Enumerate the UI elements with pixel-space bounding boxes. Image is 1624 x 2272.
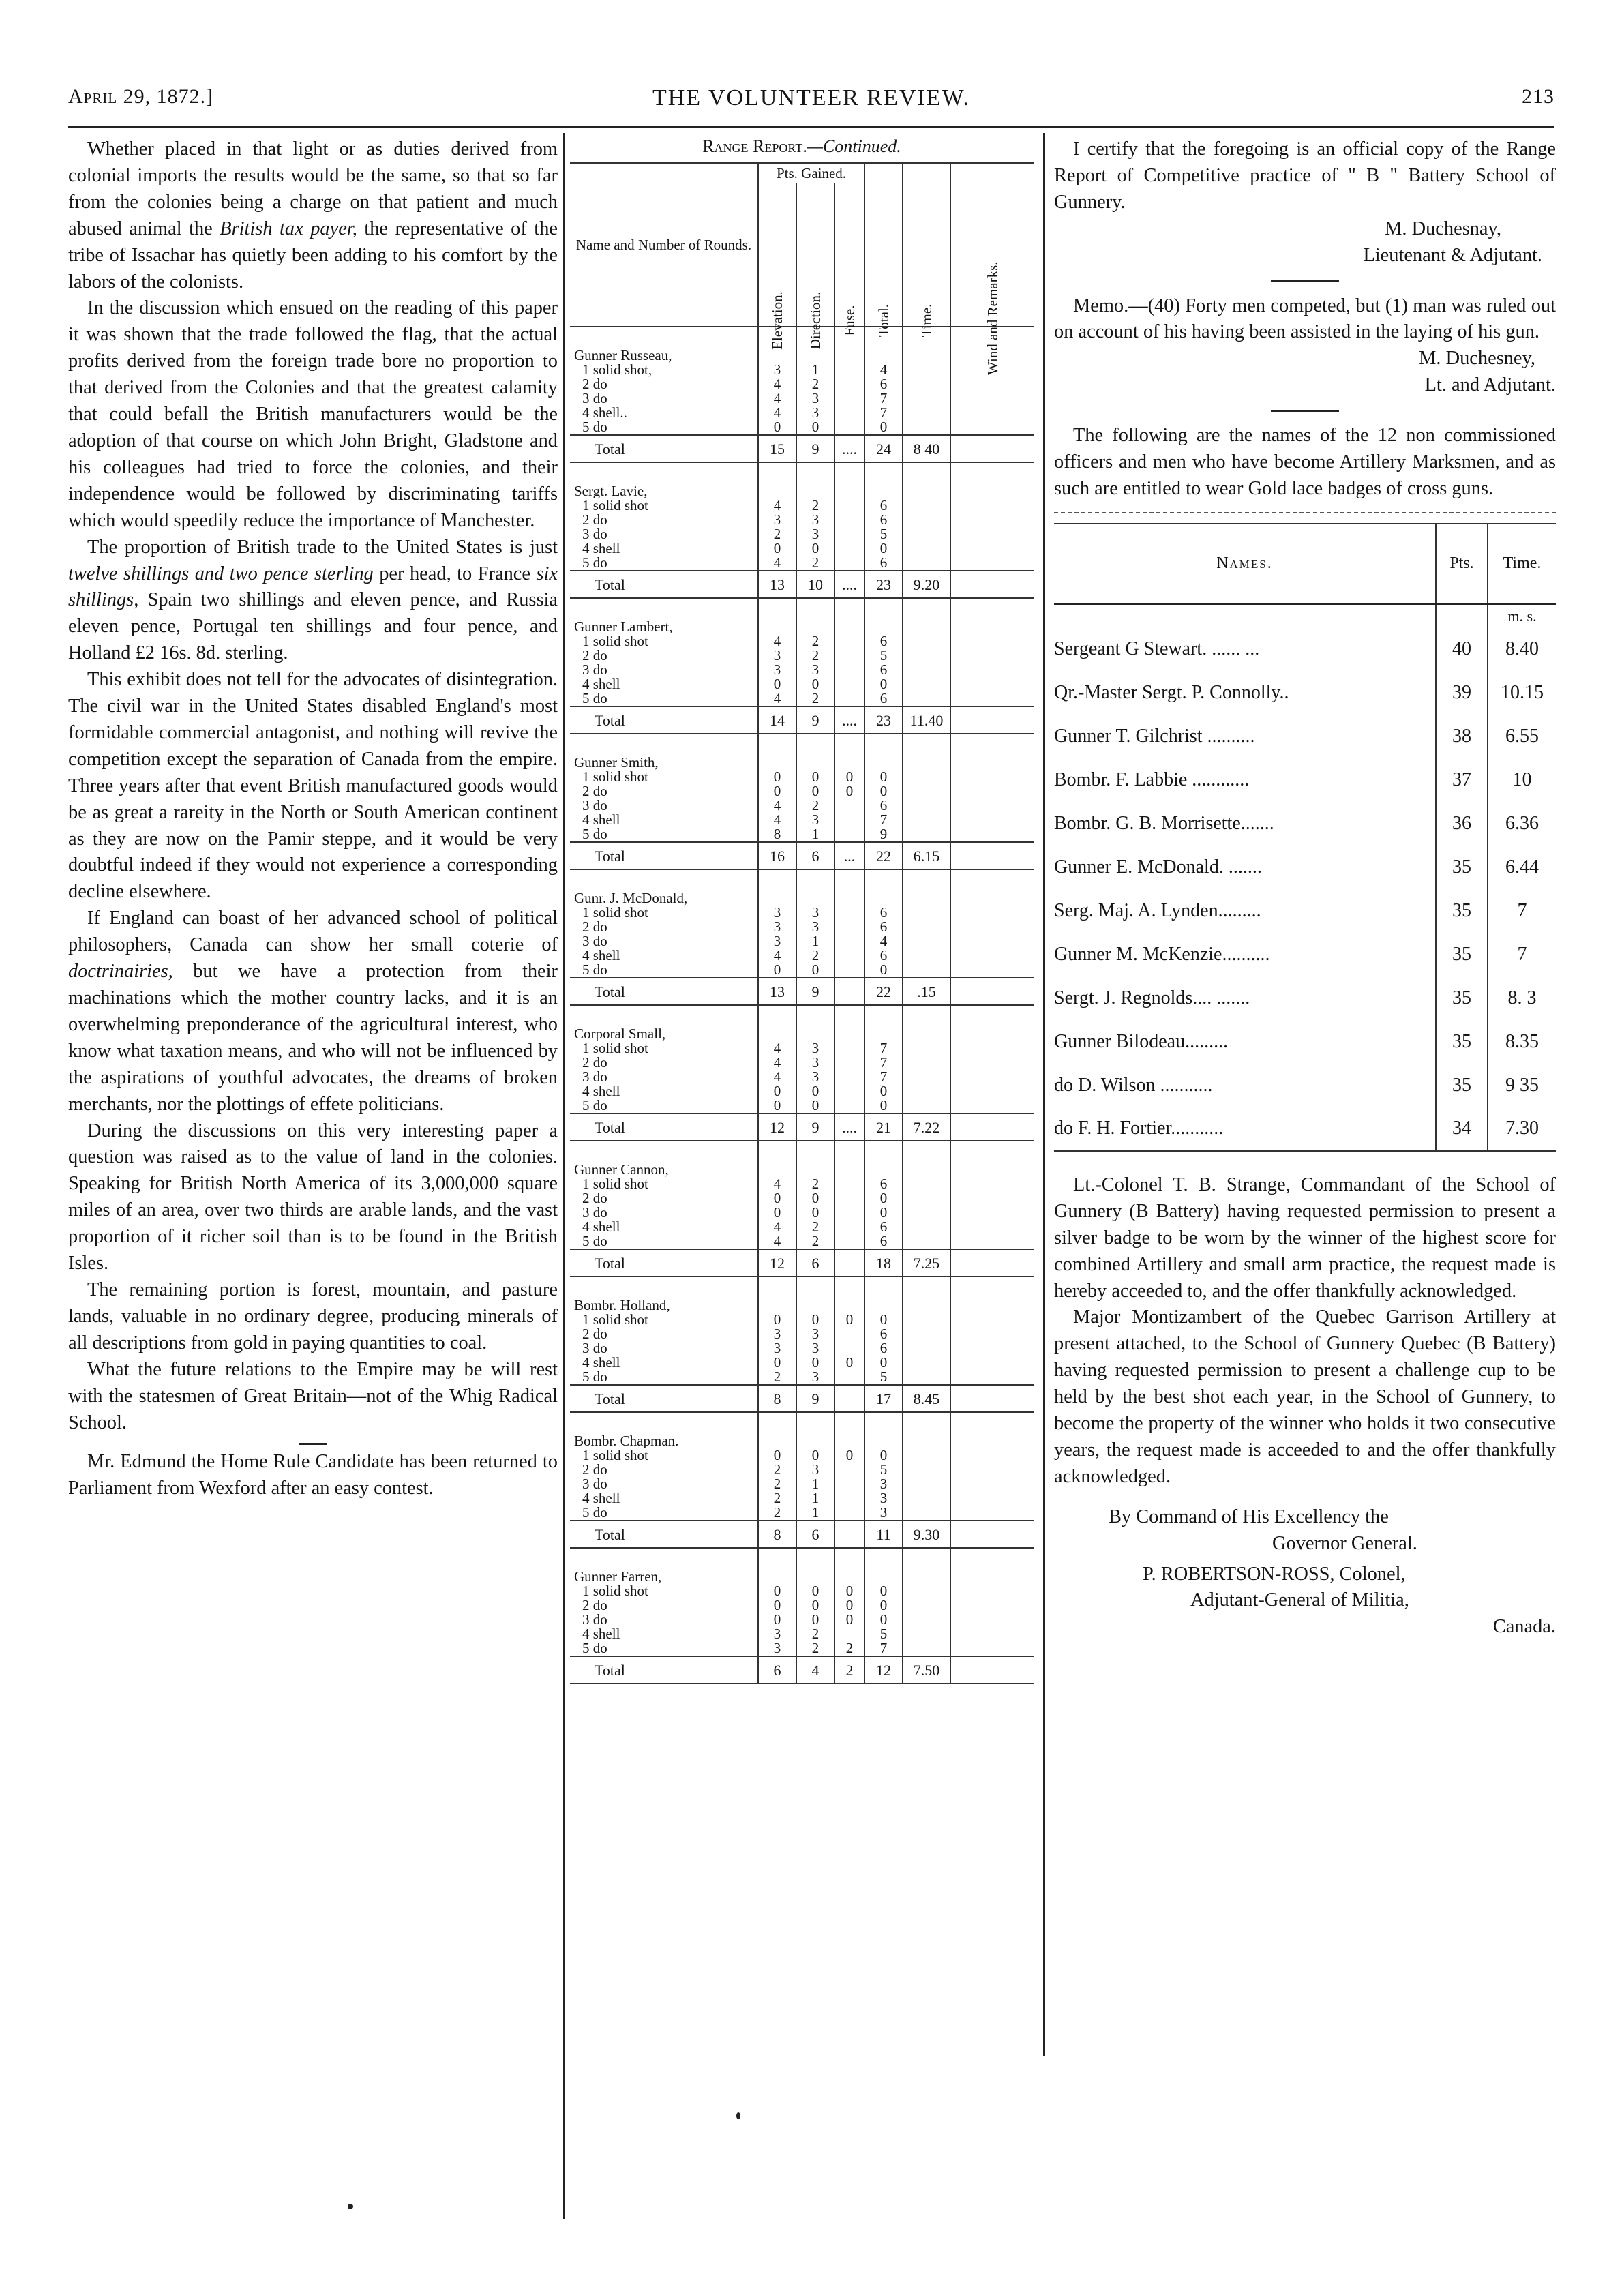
marksman-row: Gunner T. Gilchrist .......... 38 6.55 [1054,715,1556,758]
marksman-row: Gunner Bilodeau......... 35 8.35 [1054,1020,1556,1064]
signature-name: M. Duchesnay, [1385,218,1501,239]
competitor-name: Gunr. J. McDonald, [574,891,688,906]
signature-name: M. Duchesney, [1419,348,1535,370]
total-row: Total 13 10 .... 23 9.20 [570,571,1034,598]
article-paragraph: During the discussions on this very interesting paper a question was raised as to the value of land in the colonies. Speaking for British North America of its 3,000,000 square miles of an area, over two thirds are arable lands, and the vast proportion of it richer soil than is to be found in the British Isles. [68,1120,558,1274]
round-row: 5 do 3 2 2 7 [570,1641,1034,1656]
col-header-names: Names. [1216,554,1273,573]
round-row: 2 do 0 0 0 [570,1191,1034,1206]
competitor-name: Bombr. Holland, [574,1298,670,1313]
round-row: 1 solid shot 0 0 0 0 [570,1584,1034,1598]
round-row: 4 shell 3 2 5 [570,1627,1034,1641]
total-row: Total 15 9 .... 24 8 40 [570,435,1034,462]
col-header-time: Time. [903,163,950,327]
marksman-row: do F. H. Fortier........... 34 7.30 [1054,1107,1556,1151]
round-row: 1 solid shot 4 2 6 [570,634,1034,648]
total-row: Total 16 6 ... 22 6.15 [570,842,1034,869]
marksman-row: Gunner M. McKenzie.......... 35 7 [1054,933,1556,976]
print-speck [736,2112,740,2119]
round-row: 4 shell 0 0 0 [570,541,1034,556]
article-paragraph: The proportion of British trade to the United States is just twelve shillings and two pence sterling per head, to France six shillings, Spain two shillings and eleven pence, and Russia eleven pence, Portugal ten shillings and four pence, and Holland £2 16s. 8d. sterling. [68,536,558,664]
round-row: 2 do 0 0 0 0 [570,1598,1034,1613]
article-paragraph: What the future relations to the Empire may be will rest with the statesmen of Great Britain—not of the Whig Radical School. [68,1358,558,1433]
order-paragraph: Lt.-Colonel T. B. Strange, Commandant of the School of Gunnery (B Battery) having requested permission to present a silver badge to be worn by the winner of the highest score for combined Artillery and small arm practice, the request made is hereby acceeded to, and the offer thankfully acknowledged. [1054,1174,1556,1302]
competitor-name: Sergt. Lavie, [574,484,648,498]
signature-title: Lieutenant & Adjutant. [1363,244,1542,266]
marksman-row: Sergeant G Stewart. ...... ... 40 8.40 [1054,627,1556,671]
round-row: 3 do 3 3 6 [570,1341,1034,1356]
marksman-row: Serg. Maj. A. Lynden......... 35 7 [1054,889,1556,933]
round-row: 2 do 2 3 5 [570,1463,1034,1477]
col-header-wind: Wind and Remarks. [950,163,1034,327]
marksman-row: Gunner E. McDonald. ....... 35 6.44 [1054,846,1556,889]
total-row: Total 14 9 .... 23 11.40 [570,706,1034,734]
command-line: Governor General. [1272,1532,1417,1554]
marksman-row: Qr.-Master Sergt. P. Connolly.. 39 10.15 [1054,671,1556,715]
competitor-name: Gunner Russeau, [574,348,672,363]
print-speck [348,2204,353,2209]
round-row: 1 solid shot 4 2 6 [570,1177,1034,1191]
article-paragraph: Whether placed in that light or as duties derived from colonial imports the results would be the same, so that so far from the colonies being a charge on that patient and much abused animal the British tax payer, the representative of the tribe of Issachar has quietly been adding to his comfort by the labors of the colonists. [68,138,558,293]
section-rule [299,1443,327,1445]
page-header [68,85,1554,121]
round-row: 5 do 0 0 0 [570,420,1034,435]
round-row: 5 do 2 3 5 [570,1370,1034,1385]
article-paragraph: This exhibit does not tell for the advocates of disintegration. The civil war in the United States disabled England's most formidable commercial antagonist, and nothing will revive the competition except the separation of Canada from the empire. Three years after that event British manufactured goods would be as great a rareity in the North or South American continent as they are now on the Pamir steppe, and it would be very doubtful indeed if they would not experience a corresponding decline elsewhere. [68,669,558,903]
competitor-name: Corporal Small, [574,1027,666,1041]
round-row: 4 shell 4 3 7 [570,813,1034,827]
round-row: 4 shell 0 0 0 [570,1084,1034,1098]
news-item: Mr. Edmund the Home Rule Candidate has been returned to Parliament from Wexford after an easy contest. [68,1451,558,1499]
header-title: THE VOLUNTEER REVIEW. [652,85,970,110]
round-row: 4 shell 0 0 0 0 [570,1356,1034,1370]
dashed-rule [1054,512,1556,513]
range-report-title: Range Report.—Continued. [702,136,901,156]
col-header-name: Name and Number of Rounds. [570,163,758,327]
total-row: Total 6 4 2 12 7.50 [570,1656,1034,1684]
competitor-name: Gunner Smith, [574,756,659,770]
signature-title: Adjutant-General of Militia, [1190,1589,1409,1611]
competitor-name: Bombr. Chapman. [574,1434,679,1448]
col-header-fuse: Fuse. [834,183,864,327]
order-paragraph: Major Montizambert of the Quebec Garrison Artillery at present attached, to the School of Gunnery Quebec (B Battery) having requested permission to present a challenge cup to be held by the best shot each year, in the School of Gunnery, to become the property of the winner who holds it two consecutive years, the request made is acceeded to and the offer thankfully acknowledged. [1054,1306,1556,1487]
round-row: 1 solid shot 0 0 0 0 [570,1313,1034,1327]
round-row: 5 do 4 2 6 [570,556,1034,571]
range-report [570,136,1034,1684]
total-row: Total 12 6 18 7.25 [570,1249,1034,1276]
round-row: 5 do 4 2 6 [570,691,1034,706]
col-header-pts: Pts. Gained. [758,163,864,183]
page-number: 213 [1522,85,1554,108]
round-row: 3 do 3 1 4 [570,934,1034,948]
col-header-elevation: Elevation. [758,183,796,327]
col-header-direction: Direction. [796,183,834,327]
time-units: m. s. [1488,604,1556,627]
range-report-table [570,162,1034,1684]
total-row: Total 13 9 22 .15 [570,978,1034,1005]
marksmen-intro: The following are the names of the 12 non commissioned officers and men who have become Artillery Marksmen, and as such are entitled to wear Gold lace badges of cross guns. [1054,425,1556,499]
round-row: 3 do 3 3 6 [570,663,1034,677]
signature-title: Lt. and Adjutant. [1424,374,1556,396]
round-row: 4 shell.. 4 3 7 [570,406,1034,420]
marksman-row: Bombr. G. B. Morrisette....... 36 6.36 [1054,802,1556,846]
round-row: 3 do 4 2 6 [570,798,1034,813]
round-row: 2 do 4 2 6 [570,377,1034,391]
orders-column [1054,136,1556,1641]
round-row: 5 do 0 0 0 [570,963,1034,978]
round-row: 5 do 0 0 0 [570,1098,1034,1113]
marksmen-table [1054,523,1556,1152]
col-header-total: Total. [864,163,903,327]
round-row: 4 shell 2 1 3 [570,1491,1034,1506]
signature-place: Canada. [1492,1616,1556,1638]
round-row: 4 shell 4 2 6 [570,1220,1034,1234]
round-row: 2 do 3 3 6 [570,920,1034,934]
column-rule-right [1043,133,1045,2056]
round-row: 1 solid shot 0 0 0 0 [570,1448,1034,1463]
total-row: Total 12 9 .... 21 7.22 [570,1113,1034,1141]
competitor-name: Gunner Cannon, [574,1163,669,1177]
header-date: April 29, 1872.] [68,85,214,108]
round-row: 1 solid shot 4 3 7 [570,1041,1034,1056]
round-row: 1 solid shot 4 2 6 [570,498,1034,513]
header-rule [68,126,1554,128]
marksman-row: Bombr. F. Labbie ............ 37 10 [1054,758,1556,802]
round-row: 1 solid shot 0 0 0 0 [570,770,1034,784]
round-row: 5 do 4 2 6 [570,1234,1034,1249]
round-row: 3 do 0 0 0 [570,1206,1034,1220]
round-row: 3 do 2 1 3 [570,1477,1034,1491]
memo-text: Memo.—(40) Forty men competed, but (1) man was ruled out on account of his having been assisted in the laying of his gun. [1054,295,1556,343]
round-row: 5 do 2 1 3 [570,1506,1034,1521]
round-row: 2 do 0 0 0 0 [570,784,1034,798]
competitor-name: Gunner Lambert, [574,620,673,634]
total-row: Total 8 9 17 8.45 [570,1385,1034,1412]
article-paragraph: The remaining portion is forest, mountain, and pasture lands, valuable in no ordinary degree, producing minerals of all descriptions from gold in paying quantities to coal. [68,1279,558,1354]
column-rule-left [563,133,565,2219]
round-row: 5 do 8 1 9 [570,827,1034,842]
col-header-time: Time. [1488,524,1556,604]
section-rule [1271,410,1339,412]
marksman-row: do D. Wilson ........... 35 9 35 [1054,1064,1556,1107]
command-line: By Command of His Excellency the [1109,1506,1389,1527]
round-row: 2 do 3 3 6 [570,1327,1034,1341]
section-rule [1271,280,1339,282]
marksman-row: Sergt. J. Regnolds.... ....... 35 8. 3 [1054,976,1556,1020]
col-header-points: Pts. [1436,524,1488,604]
article-paragraph: If England can boast of her advanced school of political philosophers, Canada can show her small coterie of doctrinairies, but we have a protection from their machinations which the mother country lacks, and it is an overwhelming preponderance of the agricultural interest, who know what taxation means, and who will not be influenced by the aspirations of youthful advocates, the dreams of broken merchants, nor the plottings of effete politicians. [68,908,558,1115]
round-row: 3 do 2 3 5 [570,527,1034,541]
certification-text: I certify that the foregoing is an official copy of the Range Report of Competitive practice of " B " Battery School of Gunnery. [1054,138,1556,213]
article-column [68,136,558,1502]
total-row: Total 8 6 11 9.30 [570,1521,1034,1548]
round-row: 1 solid shot 3 3 6 [570,906,1034,920]
round-row: 3 do 0 0 0 0 [570,1613,1034,1627]
signature-name: P. ROBERTSON-ROSS, Colonel, [1143,1563,1406,1585]
round-row: 4 shell 0 0 0 [570,677,1034,691]
round-row: 4 shell 4 2 6 [570,948,1034,963]
round-row: 2 do 3 3 6 [570,513,1034,527]
article-paragraph: In the discussion which ensued on the reading of this paper it was shown that the trade followed the flag, that the actual profits derived from the foreign trade bore no proportion to that derived from the Colonies and that the greatest calamity that could befall the British manufacturers would be the adoption of that course on which John Bright, Gladstone and his colleagues had tried to force the colonies, and their independence would be followed by discriminating tariffs which would speedily reduce the importance of Manchester. [68,297,558,531]
round-row: 3 do 4 3 7 [570,391,1034,406]
round-row: 2 do 4 3 7 [570,1056,1034,1070]
round-row: 2 do 3 2 5 [570,648,1034,663]
round-row: 3 do 4 3 7 [570,1070,1034,1084]
competitor-name: Gunner Farren, [574,1570,662,1584]
round-row: 1 solid shot, 3 1 4 [570,363,1034,377]
